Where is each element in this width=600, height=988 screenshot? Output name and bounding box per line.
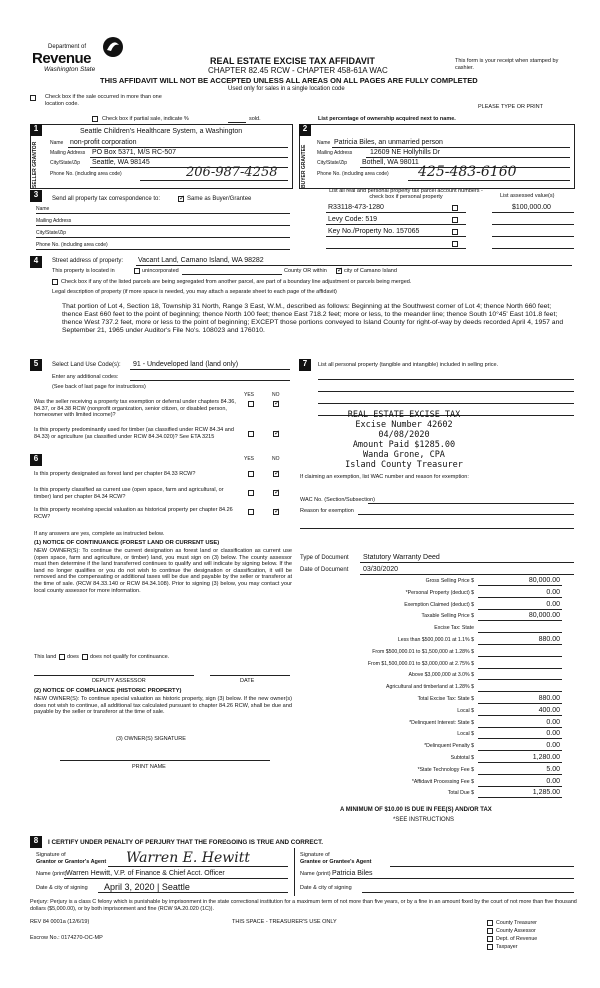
corr-city-label: City/State/Zip — [36, 230, 67, 236]
section-2-badge: 2 — [299, 124, 311, 136]
section-1-badge: 1 — [30, 124, 42, 136]
send-correspondence-label: Send all property tax correspondence to: — [52, 196, 161, 202]
grantor-signature[interactable]: Warren E. Hewitt — [126, 850, 250, 866]
wac-label: WAC No. (Section/Subsection) — [300, 497, 375, 503]
parcel-number[interactable]: R33118-473-1280 — [328, 204, 384, 211]
does-not-checkbox[interactable] — [82, 654, 88, 660]
copy-taxpayer-checkbox[interactable] — [487, 944, 493, 950]
see-instructions-note: *SEE INSTRUCTIONS — [393, 817, 455, 823]
does-label: does — [67, 654, 79, 660]
minimum-note: A MINIMUM OF $10.00 IS DUE IN FEE(S) AND/OR TAX — [340, 807, 492, 813]
sec5-yes-header: YES — [244, 392, 255, 398]
doc-date-field[interactable]: 03/30/2020 — [363, 566, 399, 573]
value-row-line-2 — [492, 224, 574, 225]
calc-value-underline — [478, 597, 562, 598]
value-row-line-3 — [492, 236, 574, 237]
calc-value-underline — [478, 703, 562, 704]
grantee-name-underline — [330, 878, 574, 879]
unincorporated-label: unincorporated — [142, 268, 179, 274]
grantor-name-underline — [64, 878, 288, 879]
partial-sale-checkbox[interactable] — [92, 116, 98, 122]
corr-mail-label: Mailing Address — [36, 218, 72, 224]
if-yes-note: If any answers are yes, complete as instructed below. — [34, 531, 165, 537]
copy-taxpayer-label: Taxpayer — [496, 944, 518, 950]
buyer-phone-label: Phone No. (including area code) — [317, 171, 389, 177]
calc-value-underline — [478, 750, 562, 751]
stamp-line-2: Excise Number 42602 — [355, 420, 453, 430]
calc-label: Subtotal $ — [450, 755, 474, 761]
partial-sold: sold. — [249, 116, 261, 122]
buyer-phone-field[interactable]: 425-483-6160 — [418, 164, 517, 180]
sec5-q1-no[interactable] — [273, 401, 279, 407]
same-as-buyer-checkbox[interactable] — [178, 196, 184, 202]
buyer-name-field[interactable]: Patricia Biles, an unmarried person — [334, 139, 443, 146]
corr-mail-field[interactable] — [36, 225, 290, 226]
grantor-name-label: Name (print) — [36, 871, 67, 877]
form-warning: THIS AFFIDAVIT WILL NOT BE ACCEPTED UNLESS ALL AREAS ON ALL PAGES ARE FULLY COMPLETED — [100, 76, 478, 85]
located-label: This property is located in — [52, 268, 115, 274]
grantor-sig-label-1: Signature of — [36, 852, 66, 858]
calc-value[interactable]: 880.00 — [538, 636, 560, 643]
grantee-name-field[interactable]: Patricia Biles — [332, 870, 373, 877]
sec6-q3: Is this property receiving special valuation as historical property per chapter 84.26 RCW? — [34, 507, 233, 520]
reason-field-1[interactable] — [358, 514, 574, 515]
calc-value-underline — [478, 632, 562, 633]
value-row-line-4 — [492, 248, 574, 249]
calc-value-underline — [478, 585, 562, 586]
calc-value-underline — [478, 738, 562, 739]
sec5-q1-yes[interactable] — [248, 401, 254, 407]
calc-value-underline — [478, 679, 562, 680]
calc-value[interactable]: 0.00 — [546, 718, 560, 726]
form-number: REV 84 0001a (12/6/19) — [30, 919, 90, 925]
calc-value-underline — [478, 691, 562, 692]
stamp-line-4: Amount Paid $1285.00 — [352, 440, 456, 450]
street-underline — [136, 265, 572, 266]
stamp-line-5: Wanda Grone, CPA — [363, 450, 445, 460]
this-land-label: This land — [34, 654, 57, 660]
calc-value-underline — [478, 620, 562, 621]
buyer-mail-underline — [366, 157, 570, 158]
used-only: Used only for sales in a single location code — [228, 86, 345, 92]
perjury-notice: Perjury: Perjury is a class C felony which is punishable by imprisonment in the state correctional institution for a maximum term of not more than five years, or by a fine in an amount fixed by the court of not more than five thousand dollars ($5,000.00), or by both imprisonment and fine (RCW 9A.20.020 (1C)). — [30, 899, 577, 912]
personal-property-line-3[interactable] — [318, 403, 574, 404]
parcels-header: List all real and personal property tax parcel account numbers - check box if personal property — [329, 188, 483, 200]
calc-value-underline — [478, 609, 562, 610]
section-6-badge: 6 — [30, 454, 42, 466]
additional-codes-field[interactable] — [130, 380, 290, 381]
calc-value-underline — [478, 774, 562, 775]
calc-value[interactable]: 0.00 — [546, 777, 560, 785]
blank-personal-checkbox[interactable] — [452, 241, 458, 247]
key-personal-checkbox[interactable] — [452, 229, 458, 235]
doc-type-field[interactable]: Statutory Warranty Deed — [363, 554, 440, 561]
corr-city-field[interactable] — [36, 237, 290, 238]
personal-property-line-2[interactable] — [318, 391, 574, 392]
parcel-row-line-3 — [326, 236, 466, 237]
copy-assessor-checkbox[interactable] — [487, 928, 493, 934]
seller-mail-field[interactable]: PO Box 5371, M/S RC-507 — [92, 149, 177, 156]
certify-statement: I CERTIFY UNDER PENALTY OF PERJURY THAT THE FOREGOING IS TRUE AND CORRECT. — [48, 839, 323, 846]
city-checkbox[interactable] — [336, 268, 342, 274]
section-5-badge: 5 — [30, 359, 42, 371]
calc-label: Total Due $ — [447, 790, 474, 797]
calc-value[interactable]: 0.00 — [546, 588, 560, 596]
buyer-mail-label: Mailing Address — [317, 150, 353, 156]
stamp-line-1: REAL ESTATE EXCISE TAX — [347, 410, 461, 420]
corr-phone-label: Phone No. (including area code) — [36, 242, 108, 248]
grantee-name-label: Name (print) — [300, 871, 331, 877]
sec6-q1: Is this property designated as forest land per chapter 84.33 RCW? — [34, 471, 196, 477]
calc-label: *Delinquent Penalty $ — [424, 743, 474, 750]
assessed-header: List assessed value(s) — [500, 193, 555, 199]
calc-label: Excise Tax: State — [434, 625, 474, 632]
buyer-city-field[interactable]: Bothell, WA 98011 — [362, 159, 419, 166]
receipt-note: This form is your receipt when stamped by cashier. — [455, 58, 559, 71]
copy-assessor-label: County Assessor — [496, 928, 536, 934]
type-or-print: PLEASE TYPE OR PRINT — [478, 104, 544, 110]
parcel-row-line-2 — [326, 224, 466, 225]
sec6-q3-no[interactable] — [273, 509, 279, 515]
personal-property-line-1[interactable] — [318, 379, 574, 380]
calc-value-underline — [478, 715, 562, 716]
doc-type-underline — [360, 562, 574, 563]
stamp-line-6: Island County Treasurer — [345, 460, 463, 470]
city-label: city of Camano Island — [344, 268, 397, 274]
legal-description: That portion of Lot 4, Section 18, Township 31 North, Range 3 East, W.M., described as follows: Beginning at the Southwest corner of Lot 4; thence North 660 feet; thence East 660 feet to the point of beginning; thence North 100 feet; thence East 718.2 feet; more or less, to the meander line; thence South 10°45' East 101.8 feet; thence West 737.2 feet, more or less to the point of beginning; EXCEPT those portions conveyed to Island County for right-of-way by deeds recorded April 4, 1957 and September 21, 1965 under Auditor's File No's. 108023 and 176010. — [62, 303, 564, 334]
grantor-name-field[interactable]: Warren Hewitt, V.P. of Finance & Chief Acct. Officer — [66, 870, 225, 877]
deputy-assessor-label: DEPUTY ASSESSOR — [92, 678, 146, 684]
parcel-personal-checkbox[interactable] — [452, 205, 458, 211]
sec6-q2: Is this property classified as current use (open space, farm and agricultural, or timber) land per chapter 84.34 RCW? — [34, 487, 224, 500]
partial-pct-field[interactable] — [228, 122, 246, 123]
multi-location-checkbox[interactable] — [30, 95, 36, 101]
logo-revenue: Revenue — [32, 50, 92, 67]
grantee-signature-line[interactable] — [390, 866, 574, 867]
owner-signature-label: (3) OWNER(S) SIGNATURE — [116, 736, 186, 742]
segregated-checkbox[interactable] — [52, 279, 58, 285]
calc-label: Local $ — [457, 731, 474, 738]
doc-date-label: Date of Document — [300, 567, 349, 573]
logo-dept: Department of — [48, 44, 87, 50]
calc-label: *Delinquent Interest: State $ — [409, 719, 474, 726]
calc-value-underline — [478, 656, 562, 657]
calc-value-underline — [478, 727, 562, 728]
parcel-row-line-4 — [326, 248, 466, 249]
corr-name-label: Name — [36, 206, 50, 212]
seller-name-label: Name — [50, 140, 64, 146]
form-title: REAL ESTATE EXCISE TAX AFFIDAVIT — [210, 56, 375, 66]
grantee-sig-label-2: Grantee or Grantee's Agent — [300, 859, 372, 865]
partial-sale-label: Check box if partial sale, indicate % — [102, 116, 189, 122]
calc-label: Total Excise Tax: State $ — [417, 696, 474, 702]
section-4-badge: 4 — [30, 256, 42, 268]
buyer-name-underline — [332, 147, 570, 148]
county-field[interactable] — [182, 274, 282, 275]
stamp-line-3: 04/08/2020 — [378, 430, 430, 440]
calc-value[interactable]: 0.00 — [546, 742, 560, 750]
section-7-badge: 7 — [299, 359, 311, 371]
deputy-date-label: DATE — [240, 678, 255, 684]
deputy-date-line[interactable] — [210, 675, 290, 676]
wac-field[interactable] — [368, 503, 574, 504]
unincorporated-checkbox[interactable] — [134, 268, 140, 274]
calc-value-underline — [478, 644, 562, 645]
calc-value[interactable]: 1,280.00 — [532, 754, 560, 761]
sec5-q2-yes[interactable] — [248, 431, 254, 437]
copy-treasurer-checkbox[interactable] — [487, 920, 493, 926]
revenue-logo — [32, 36, 127, 76]
calc-label: Above $3,000,000 at 3.0% $ — [408, 672, 474, 679]
county-or-label: County OR within — [284, 268, 327, 274]
seller-phone-underline — [140, 180, 288, 181]
copy-dor-checkbox[interactable] — [487, 936, 493, 942]
buyer-vertical-label: BUYER GRANTEE — [301, 144, 307, 188]
calc-value-underline — [478, 762, 562, 763]
calc-label: From $500,000.01 to $1,500,000 at 1.28% $ — [372, 648, 474, 655]
same-as-buyer-label: Same as Buyer/Grantee — [187, 196, 252, 202]
notice-continuance-text: NEW OWNER(S): To continue the current designation as forest land or classification as current use (open space, farm and agriculture, or timber) land, you must sign on (3) below. The county assessor must then determine if the land transferred continues to qualify and will indicate by signing below. If the land no longer qualifies or you do not wish to continue the designation or classification, it will be removed and the compensating or additional taxes will be due and payable by the seller or transferor at the time of sale. (RCW 84.33.140 or RCW 84.34.108). Prior to signing (3) below, you may contact your local county assessor for more information. — [34, 548, 292, 594]
assessed-value[interactable]: $100,000.00 — [512, 204, 551, 211]
revenue-logo-mark — [102, 36, 124, 58]
calc-label: Agricultural and timberland at 1.28% $ — [386, 684, 474, 691]
legal-label: Legal description of property (if more space is needed, you may attach a separate sheet to each page of the affidavit) — [52, 289, 337, 295]
street-field[interactable]: Vacant Land, Camano Island, WA 98282 — [138, 257, 264, 264]
calc-value[interactable]: 5.00 — [546, 765, 560, 773]
seller-city-label: City/State/Zip — [50, 160, 81, 166]
notice-compliance-text: NEW OWNER(S): To continue special valuation as historic property, sign (3) below. If the new owner(s) does not wish to continue, all additional tax calculated pursuant to chapter 84.26 RCW, shall be due and payable by the seller or transferor at the time of sale. — [34, 696, 292, 716]
treasurer-stamp — [334, 410, 474, 470]
seller-name-field[interactable]: non-profit corporation — [70, 139, 137, 146]
levy-code[interactable]: Levy Code: 519 — [328, 216, 378, 223]
seller-phone-label: Phone No. (including area code) — [50, 171, 122, 177]
notice-compliance-title: (2) NOTICE OF COMPLIANCE (HISTORIC PROPERTY) — [34, 688, 182, 694]
seller-name-underline — [68, 147, 288, 148]
land-use-field[interactable]: 91 - Undeveloped land (land only) — [133, 361, 239, 368]
seller-vertical-label: SELLER GRANTOR — [32, 141, 38, 188]
buyer-mail-field[interactable]: 12609 NE Hollyhills Dr — [370, 149, 441, 156]
sec6-q3-yes[interactable] — [248, 509, 254, 515]
ownership-note: List percentage of ownership acquired next to name. — [318, 116, 456, 122]
calc-label: Gross Selling Price $ — [425, 578, 474, 584]
grantor-date-label: Date & city of signing — [36, 885, 88, 891]
doc-type-label: Type of Document — [300, 555, 349, 561]
calc-value[interactable]: 1,285.00 — [532, 789, 560, 797]
owner-signature-line[interactable] — [60, 760, 270, 761]
key-number[interactable]: Key No./Property No. 157065 — [328, 228, 420, 235]
calc-value[interactable]: 0.00 — [546, 600, 560, 608]
sec5-q1: Was the seller receiving a property tax exemption or deferral under chapters 84.36, 84.37, or 84.38 RCW (nonprofit organization, senior citizen, or disabled person, homeowner with limited income)? — [34, 399, 236, 418]
calc-value[interactable]: 80,000.00 — [528, 577, 560, 584]
calc-label: Taxable Selling Price $ — [421, 613, 474, 620]
calc-value-underline — [478, 668, 562, 669]
buyer-phone-underline — [408, 180, 570, 181]
parcel-row-line-1 — [326, 212, 466, 213]
buyer-name-label: Name — [317, 140, 331, 146]
street-label: Street address of property: — [52, 258, 124, 264]
sec5-q2: Is this property predominantly used for timber (as classified under RCW 84.34 and 84.33) or agriculture (as classified under RCW 84.34.020)? See ETA 3215 — [34, 427, 234, 440]
see-back-label: (See back of last page for instructions) — [52, 384, 146, 390]
calc-value[interactable]: 400.00 — [538, 706, 560, 714]
copy-dor-label: Dept. of Revenue — [496, 936, 538, 942]
doc-date-underline — [360, 574, 574, 575]
sec6-yes-header: YES — [244, 456, 255, 462]
seller-mail-label: Mailing Address — [50, 150, 86, 156]
personal-property-label: List all personal property (tangible and intangible) included in selling price. — [318, 362, 499, 368]
land-use-underline — [130, 369, 290, 370]
calc-value[interactable]: 880.00 — [538, 695, 560, 702]
section-8-badge: 8 — [30, 836, 42, 848]
seller-phone-field[interactable]: 206-987-4258 — [186, 165, 278, 180]
grantee-sig-label-1: Signature of — [300, 852, 330, 858]
calc-label: From $1,500,000.01 to $3,000,000 at 2.75% $ — [367, 660, 474, 667]
segregated-label: Check box if any of the listed parcels are being segregated from another parcel, are part of a boundary line adjustment or parcels being merged. — [61, 279, 412, 285]
seller-mail-underline — [90, 157, 288, 158]
grantor-date-underline — [98, 892, 288, 893]
grantor-sig-label-2: Grantor or Grantor's Agent — [36, 859, 107, 865]
corr-name-field[interactable] — [36, 213, 290, 214]
buyer-city-label: City/State/Zip — [317, 160, 348, 166]
sec6-q1-yes[interactable] — [248, 471, 254, 477]
sec6-q1-no[interactable] — [273, 471, 279, 477]
notice-continuance-title: (1) NOTICE OF CONTINUANCE (FOREST LAND OR CURRENT USE) — [34, 540, 220, 546]
print-name-label: PRINT NAME — [132, 764, 166, 770]
grantee-date-field[interactable] — [362, 892, 574, 893]
form-subtitle: CHAPTER 82.45 RCW - CHAPTER 458-61A WAC — [208, 66, 388, 75]
corr-phone-field[interactable] — [36, 249, 290, 250]
multi-location-label: Check box if the sale occurred in more than one location code. — [45, 94, 162, 107]
levy-personal-checkbox[interactable] — [452, 217, 458, 223]
reason-label: Reason for exemption — [300, 508, 354, 514]
sec6-q2-no[interactable] — [273, 490, 279, 496]
section-8-divider — [294, 848, 295, 896]
grantor-date-field[interactable]: April 3, 2020 | Seattle — [104, 882, 190, 892]
copy-treasurer-label: County Treasurer — [496, 920, 537, 926]
grantor-sig-underline — [108, 866, 288, 867]
sec5-q2-no[interactable] — [273, 431, 279, 437]
calc-label: *Personal Property (deduct) $ — [405, 589, 474, 596]
additional-codes-label: Enter any additional codes: — [52, 374, 119, 380]
does-checkbox[interactable] — [59, 654, 65, 660]
calc-value-underline — [478, 797, 562, 798]
calc-label: *Affidavit Processing Fee $ — [411, 778, 474, 785]
value-row-line-1 — [492, 212, 574, 213]
calc-value[interactable]: 0.00 — [546, 730, 560, 738]
calc-label: Exemption Claimed (deduct) $ — [404, 601, 474, 608]
exemption-label: If claiming an exemption, list WAC number and reason for exemption: — [300, 474, 469, 480]
calc-value[interactable]: 80,000.00 — [528, 612, 560, 620]
sec5-no-header: NO — [272, 392, 280, 398]
sec6-no-header: NO — [272, 456, 280, 462]
seller-city-field[interactable]: Seattle, WA 98145 — [92, 159, 150, 166]
logo-state: Washington State — [44, 66, 96, 73]
escrow-number: Escrow No.: 0174270-OC-MP — [30, 935, 103, 941]
does-not-label: does not qualify for continuance. — [90, 654, 170, 660]
calc-value-underline — [478, 786, 562, 787]
land-use-label: Select Land Use Code(s): — [52, 362, 121, 368]
treasurer-use-only: THIS SPACE - TREASURER'S USE ONLY — [232, 919, 337, 925]
section-3-badge: 3 — [30, 190, 42, 202]
calc-label: Less than $500,000.01 at 1.1% $ — [397, 637, 474, 643]
calc-label: *State Technology Fee $ — [417, 766, 474, 773]
reason-field-2[interactable] — [300, 528, 574, 529]
grantee-date-label: Date & city of signing — [300, 885, 352, 891]
deputy-assessor-line[interactable] — [34, 675, 194, 676]
sec6-q2-yes[interactable] — [248, 490, 254, 496]
seller-name-line1: Seattle Children's Healthcare System, a Washington — [80, 128, 243, 135]
calc-label: Local $ — [457, 707, 474, 714]
